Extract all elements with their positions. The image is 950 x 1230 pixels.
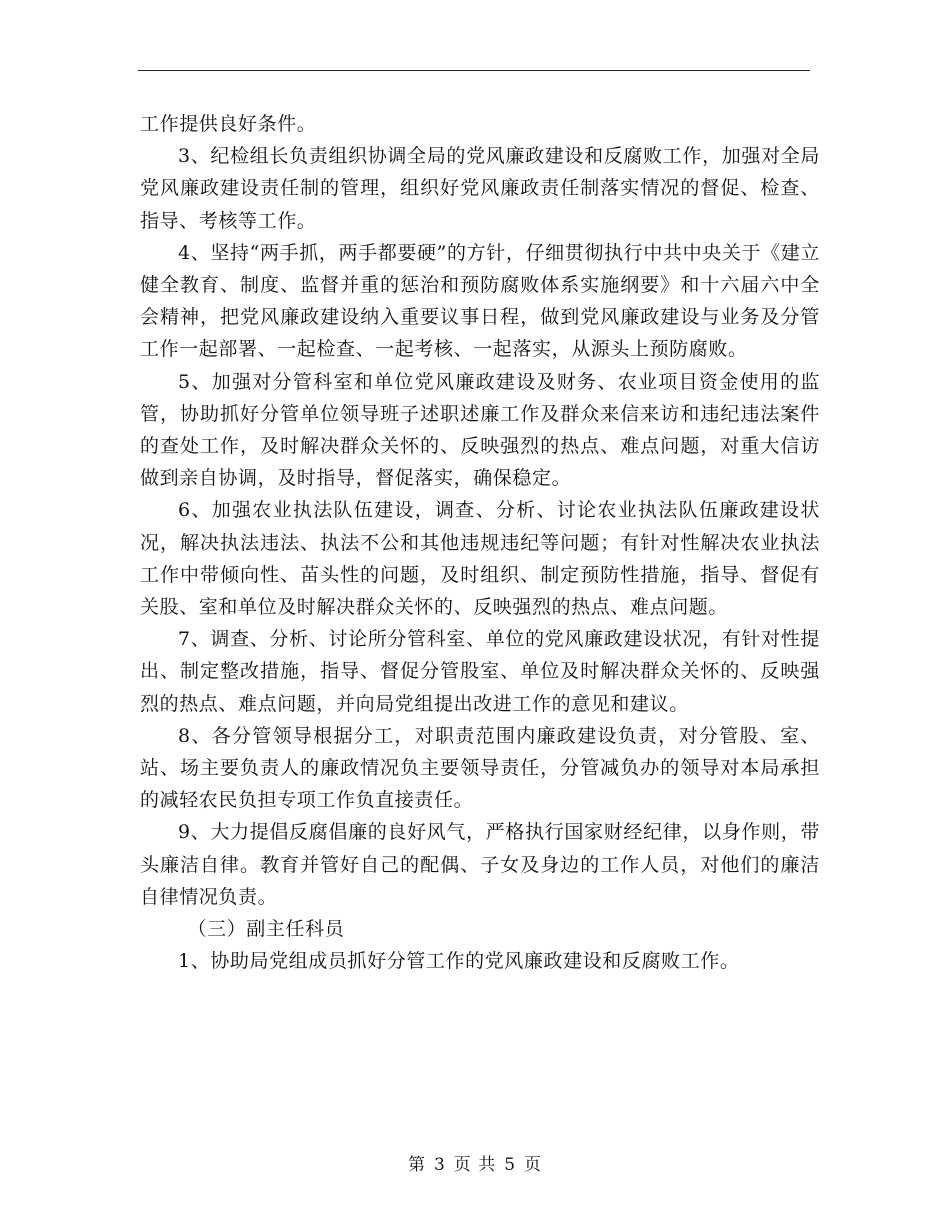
paragraph: 6、加强农业执法队伍建设，调查、分析、讨论农业执法队伍廉政建设状况，解决执法违法、执法不公和其他违规违纪等问题；有针对性解决农业执法工作中带倾向性、苗头性的问题，及时组织、制定预防性措施，指导、督促有关股、室和单位及时解决群众关怀的、反映强烈的热点、难点问题。 bbox=[140, 499, 820, 619]
footer-total-pages: 5 bbox=[504, 1155, 517, 1175]
paragraph: 8、各分管领导根据分工，对职责范围内廉政建设负责，对分管股、室、站、场主要负责人的廉政情况负主要领导责任，分管减负办的领导对本局承担的减轻农民负担专项工作负直接责任。 bbox=[140, 724, 820, 812]
paragraph: 5、加强对分管科室和单位党风廉政建设及财务、农业项目资金使用的监管，协助抓好分管单位领导班子述职述廉工作及群众来信来访和违纪违法案件的查处工作，及时解决群众关怀的、反映强烈的热点、难点问题，对重大信访做到亲自协调，及时指导，督促落实，确保稳定。 bbox=[140, 370, 820, 490]
header-rule bbox=[138, 70, 810, 71]
paragraph: 3、纪检组长负责组织协调全局的党风廉政建设和反腐败工作，加强对全局党风廉政建设责任制的管理，组织好党风廉政责任制落实情况的督促、检查、指导、考核等工作。 bbox=[140, 145, 820, 232]
footer-suffix: 页 bbox=[524, 1155, 543, 1175]
footer-middle: 页 共 bbox=[453, 1155, 497, 1175]
paragraph: 1、协助局党组成员抓好分管工作的党风廉政建设和反腐败工作。 bbox=[178, 950, 740, 973]
footer-current-page: 3 bbox=[433, 1155, 446, 1175]
page-footer bbox=[0, 1150, 950, 1175]
paragraph: 4、坚持“两手抓，两手都要硬”的方针，仔细贯彻执行中共中央关于《建立健全教育、制度、监督并重的惩治和预防腐败体系实施纲要》和十六届六中全会精神，把党风廉政建设纳入重要议事日程，做到党风廉政建设与业务及分管工作一起部署、一起检查、一起考核、一起落实，从源头上预防腐败。 bbox=[140, 241, 820, 361]
section-heading: （三）副主任科员 bbox=[187, 918, 345, 941]
paragraph: 7、调查、分析、讨论所分管科室、单位的党风廉政建设状况，有针对性提出、制定整改措施，指导、督促分管股室、单位及时解决群众关怀的、反映强烈的热点、难点问题，并向局党组提出改进工作的意见和建议。 bbox=[140, 628, 820, 715]
footer-prefix: 第 bbox=[407, 1155, 426, 1175]
paragraph: 9、大力提倡反腐倡廉的良好风气，严格执行国家财经纪律，以身作则，带头廉洁自律。教育并管好自己的配偶、子女及身边的工作人员，对他们的廉洁自律情况负责。 bbox=[140, 821, 820, 908]
document-body bbox=[140, 108, 820, 977]
paragraph: 工作提供良好条件。 bbox=[140, 113, 317, 135]
